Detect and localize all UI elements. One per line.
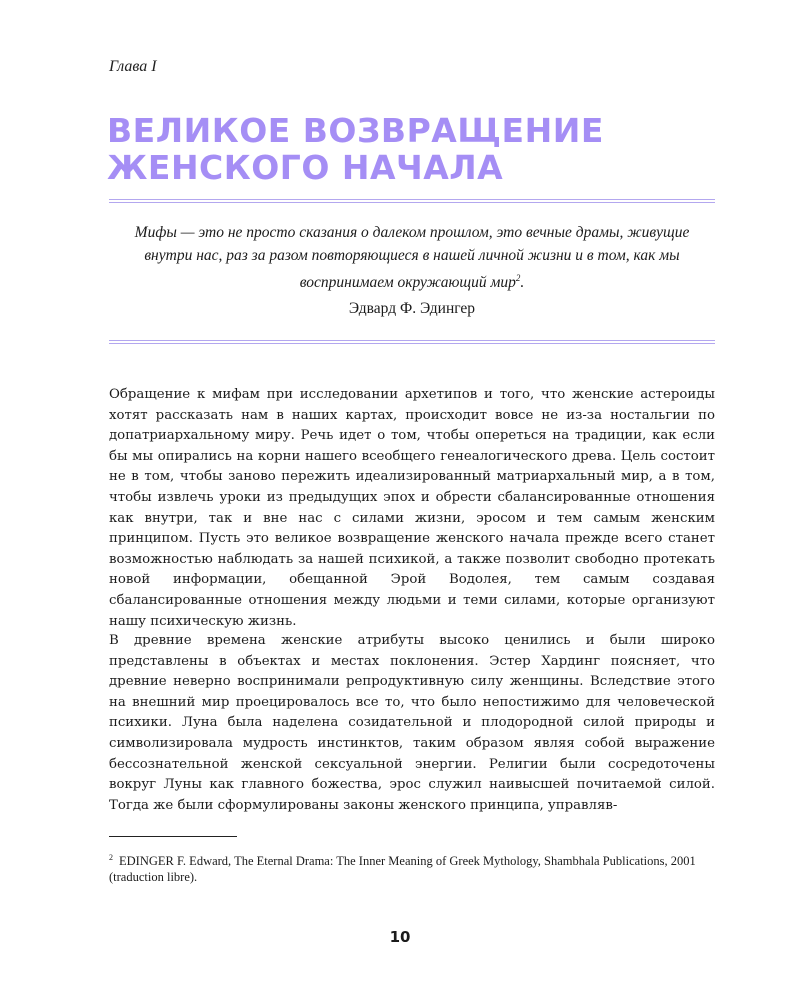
footnote-divider: [109, 836, 237, 837]
chapter-label: Глава I: [109, 58, 157, 75]
footnote-text: EDINGER F. Edward, The Eternal Drama: The Inner Meaning of Greek Mythology, Shambhala Publications, 2001 (traduction libre).: [109, 854, 696, 885]
epigraph-text: Мифы — это не просто сказания о далеком прошлом, это вечные драмы, живущие внутри нас, раз за разом повторяющиеся в нашей личной жизни и в том, как мы воспринимаем окружающий мир: [134, 224, 690, 292]
epigraph: [109, 222, 715, 295]
chapter-title: ВЕЛИКОЕ ВОЗВРАЩЕНИЕ ЖЕНСКОГО НАЧАЛА: [107, 111, 604, 187]
footnote-number: 2: [109, 853, 113, 862]
epigraph-footnote-ref[interactable]: 2: [515, 273, 521, 283]
body-paragraph-2: В древние времена женские атрибуты высоко ценились и были широко представлены в объектах и местах поклонения. Эстер Хардинг поясняет, что древние неверно воспринимали репродуктивную силу женщины. Вследствие этого на внешний мир проецировалось все то, что было непостижимо для человеческой психики. Луна была наделена созидательной и плодородной силой природы и символизировала мудрость инстинктов, таким образом являя собой выражение бессознательной женской сексуальной энергии. Религии были сосредоточены вокруг Луны как главного божества, эрос служил наивысшей почитаемой силой. Тогда же были сформулированы законы женского принципа, управляв-: [109, 633, 715, 813]
page-number: 10: [389, 928, 411, 946]
epigraph-top-divider: [109, 199, 715, 203]
footnote: [109, 850, 715, 885]
epigraph-end: .: [520, 274, 525, 292]
epigraph-bottom-divider: [109, 340, 715, 344]
body-paragraph-1: Обращение к мифам при исследовании архетипов и того, что женские астероиды хотят рассказать нам в наших картах, происходит вовсе не из-за ностальгии по допатриархальному миру. Речь идет о том, чтобы опереться на традиции, как если бы мы опирались на корни нашего всеобщего генеалогического древа. Цель состоит не в том, чтобы заново пережить идеализированный матриархальный мир, а в том, чтобы извлечь уроки из предыдущих эпох и обрести сбалансированные отношения как внутри, так и вне нас с силами жизни, эросом и тем самым женским принципом. Пусть это великое возвращение женского начала прежде всего станет возможностью наблюдать за нашей психикой, а также позволит свободно протекать новой информации, обещанной Эрой Водолея, тем самым создавая сбалансированные отношения между людьми и теми силами, которые организуют нашу психическую жизнь.: [109, 387, 715, 629]
epigraph-author: Эдвард Ф. Эдингер: [348, 300, 476, 317]
